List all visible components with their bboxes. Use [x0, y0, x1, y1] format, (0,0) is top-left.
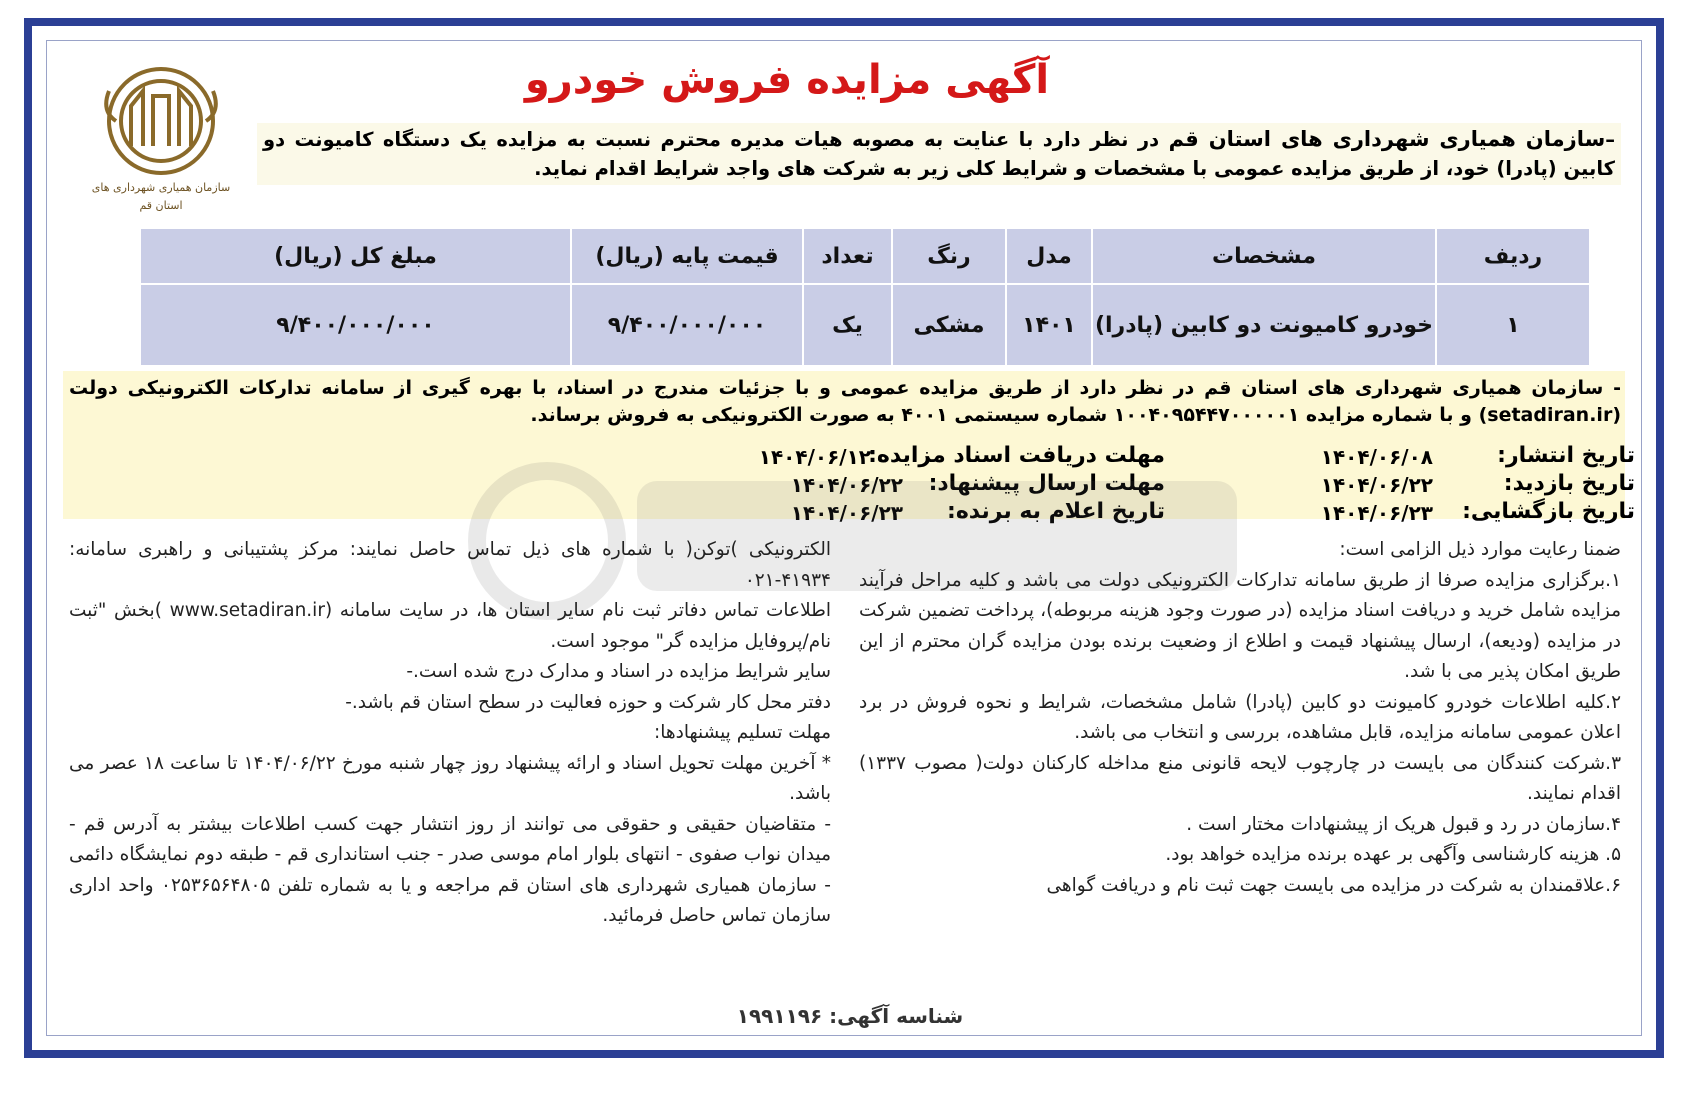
- cell-row-number: ۱: [1436, 284, 1590, 366]
- cell-model: ۱۴۰۱: [1006, 284, 1092, 366]
- condition-item-2: ۲.کلیه اطلاعات خودرو کامیونت دو کابین (پادرا) شامل مشخصات، شرایط و نحوه فروش در برد اعلان عمومی سامانه مزایده، قابل مشاهده، بررسی و انتخاب می باشد.: [859, 691, 1621, 743]
- condition-item-4: ۴.سازمان در رد و قبول هریک از پیشنهادات مختار است .: [1186, 813, 1621, 835]
- logo-text-line1: سازمان همیاری شهرداری های: [91, 181, 231, 194]
- condition-intro: ضمنا رعایت موارد ذیل الزامی است:: [1339, 539, 1621, 560]
- ad-inner-border: [46, 40, 1642, 1036]
- visit-date-label: تاریخ بازدید:: [1503, 471, 1635, 496]
- condition-item-5: ۵. هزینه کارشناسی وآگهی بر عهده برنده مزایده خواهد بود.: [1165, 844, 1621, 865]
- office-location: دفتر محل کار شرکت و حوزه فعالیت در سطح استان قم باشد.-: [345, 691, 831, 713]
- visit-date-value: ۱۴۰۴/۰۶/۲۲: [1320, 473, 1433, 497]
- opening-date-value: ۱۴۰۴/۰۶/۲۳: [1320, 501, 1433, 525]
- cell-base-price: ۹/۴۰۰/۰۰۰/۰۰۰: [571, 284, 803, 366]
- condition-item-3: ۳.شرکت کنندگان می بایست در چارچوب لایحه قانونی منع مداخله کارکنان دولت( مصوب ۱۳۳۷) اقدام نمایند.: [859, 752, 1621, 804]
- docs-deadline-label: مهلت دریافت اسناد مزایده:: [868, 443, 1165, 468]
- submission-deadline-heading: مهلت تسلیم پیشنهادها:: [653, 722, 831, 743]
- conditions-left-column: [69, 535, 831, 932]
- th-model: مدل: [1006, 228, 1092, 284]
- support-contact: الکترونیکی )توکن( با شماره های ذیل تماس حاصل نمایند: مرکز پشتیبانی و راهبری سامانه: ۴۱۹۳۴-۰۲۱: [69, 539, 831, 591]
- ad-frame: [24, 18, 1664, 1058]
- conditions-right-column: [859, 535, 1621, 901]
- cell-specs: خودرو کامیونت دو کابین (پادرا): [1092, 284, 1436, 366]
- vehicle-spec-table: [139, 227, 1591, 367]
- winner-date-label: تاریخ اعلام به برنده:: [947, 499, 1165, 524]
- opening-date-label: تاریخ بازگشایی:: [1462, 499, 1635, 524]
- organization-logo: [71, 51, 251, 221]
- submit-deadline-value: ۱۴۰۴/۰۶/۲۲: [790, 473, 903, 497]
- table-header-row: [140, 228, 1590, 284]
- th-color: رنگ: [892, 228, 1006, 284]
- page-title: آگهی مزایده فروش خودرو: [524, 57, 1050, 103]
- docs-deadline-value: ۱۴۰۴/۰۶/۱۲: [758, 445, 871, 469]
- publish-date-value: ۱۴۰۴/۰۶/۰۸: [1320, 445, 1433, 469]
- auction-details-paragraph: - سازمان همیاری شهرداری های استان قم در نظر دارد از طریق مزایده عمومی و با جزئیات مندرج در اسناد، با بهره گیری از سامانه تدارکات الکترونیکی دولت (setadiran.ir) و با شماره مزایده ۱۰۰۴۰۹۵۴۴۷۰۰۰۰۰۱ شماره سیستمی ۴۰۰۱ به صورت الکترونیکی به فروش برساند.: [69, 377, 1621, 426]
- intro-text: در نظر دارد با عنایت به مصوبه هیات مدیره محترم نسبت به مزایده یک دستگاه کامیونت دو کابین (پادرا) خود، از طریق مزایده عمومی با مشخصات و شرایط کلی زیر به شرکت های واجد شرایط اقدام نماید.: [263, 128, 1615, 180]
- condition-item-6: ۶.علاقمندان به شرکت در مزایده می بایست جهت ثبت نام و دریافت گواهی: [1046, 874, 1621, 896]
- cell-color: مشکی: [892, 284, 1006, 366]
- winner-date-value: ۱۴۰۴/۰۶/۲۳: [790, 501, 903, 525]
- contact-address: - متقاضیان حقیقی و حقوقی می توانند از روز انتشار جهت کسب اطلاعات بیشتر به آدرس قم - میدان نواب صفوی - انتهای بلوار امام موسی صدر - جنب استانداری قم - طبقه دوم نمایشگاه دائمی - سازمان همیاری شهرداری های استان قم مراجعه و یا به شماره تلفن ۰۲۵۳۶۵۶۴۸۰۵ واحد اداری سازمان تماس حاصل فرمائید.: [69, 813, 831, 926]
- intro-org-name: سازمان همیاری شهرداری های استان قم: [1168, 127, 1606, 151]
- dates-block: [47, 443, 1643, 523]
- th-total-amount: مبلغ کل (ریال): [140, 228, 571, 284]
- submit-deadline-label: مهلت ارسال پیشنهاد:: [928, 471, 1165, 496]
- other-conditions: سایر شرایط مزایده در اسناد و مدارک درج شده است.-: [406, 661, 831, 682]
- th-base-price: قیمت پایه (ریال): [571, 228, 803, 284]
- th-specs: مشخصات: [1092, 228, 1436, 284]
- publish-date-label: تاریخ انتشار:: [1497, 443, 1635, 468]
- th-row-number: ردیف: [1436, 228, 1590, 284]
- intro-paragraph: –سازمان همیاری شهرداری های استان قم در نظر دارد با عنایت به مصوبه هیات مدیره محترم نسبت به مزایده یک دستگاه کامیونت دو کابین (پادرا) خود، از طریق مزایده عمومی با مشخصات و شرایط کلی زیر به شرکت های واجد شرایط اقدام نماید.: [257, 123, 1621, 185]
- submission-deadline-text: * آخرین مهلت تحویل اسناد و ارائه پیشنهاد روز چهار شنبه مورخ ۱۴۰۴/۰۶/۲۲ تا ساعت ۱۸ عصر می باشد.: [69, 752, 831, 804]
- cell-total-amount: ۹/۴۰۰/۰۰۰/۰۰۰: [140, 284, 571, 366]
- condition-item-1: ۱.برگزاری مزایده صرفا از طریق سامانه تدارکات الکترونیکی دولت می باشد و کلیه مراحل فرآیند مزایده شامل خرید و دریافت اسناد مزایده (در صورت وجود هزینه مربوطه)، پرداخت تضمین شرکت در مزایده (ودیعه)، ارسال پیشنهاد قیمت و اطلاع از وضعیت برنده بودن مزایده گران محترم از این طریق امکان پذیر می با شد.: [859, 569, 1621, 682]
- logo-text-line2: استان قم: [139, 199, 183, 212]
- cell-count: یک: [803, 284, 892, 366]
- ad-identifier: شناسه آگهی: ۱۹۹۱۱۹۶: [736, 1004, 964, 1028]
- registration-offices: اطلاعات تماس دفاتر ثبت نام سایر استان ها، در سایت سامانه (www.setadiran.ir )بخش "ثبت نام/پروفایل مزایده گر" موجود است.: [69, 600, 832, 652]
- table-row: [140, 284, 1590, 366]
- th-count: تعداد: [803, 228, 892, 284]
